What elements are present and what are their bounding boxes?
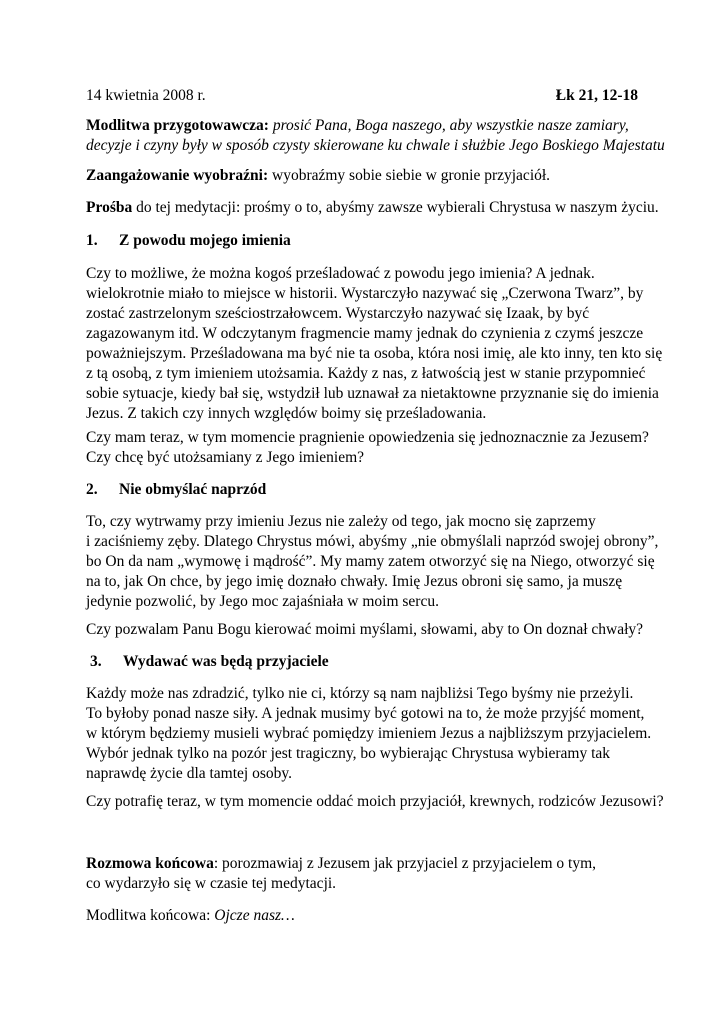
text-line: Czy potrafię teraz, w tym momencie oddać moich przyjaciół, krewnych, rodziców Jezusowi? [86, 793, 664, 810]
request-text: do tej medytacji: prośmy o to, abyśmy zawsze wybierali Chrystusa w naszym życiu. [132, 199, 659, 216]
text-line: Wybór jednak tylko na pozór jest tragiczny, bo wybierając Chrystusa wybieramy tak [86, 745, 611, 762]
closing-talk [86, 854, 596, 894]
text-line: Każdy może nas zdradzić, tylko nie ci, którzy są nam najbliżsi Tego byśmy nie przeżyli. [86, 685, 634, 702]
section-title: Nie obmyślać naprzód [119, 481, 267, 498]
prep-prayer-text-line: decyzje i czyny były w sposób czysty skierowane ku chwale i służbie Jego Boskiego Majestatu [86, 137, 665, 154]
text-line: poważniejszym. Prześladowana ma być nie ta osoba, która nosi imię, ale kto inny, ten kto się [86, 345, 663, 362]
text-line: w którym będziemy musieli wybrać pomiędzy imieniem Jezus a najbliższym przyjacielem. [86, 725, 652, 742]
section-heading [86, 480, 266, 500]
text-line: zagazowanym itd. W odczytanym fragmencie mamy jednak do czynienia z czymś jeszcze [86, 325, 644, 342]
section-paragraph [86, 264, 662, 424]
text-line: Czy to możliwe, że można kogoś prześladować z powodu jego imienia? A jednak. [86, 265, 595, 282]
imagination [86, 166, 550, 186]
section-heading [86, 231, 291, 251]
text-line: sobie sytuacje, kiedy bał się, wstydził lub uznawał za nietaktowne przyznanie się do imienia [86, 385, 659, 402]
reflection-question [86, 428, 649, 468]
text-line: i zaciśniemy zęby. Dlatego Chrystus mówi, abyśmy „nie obmyślali naprzód swojej obrony”, [86, 533, 659, 550]
imagination-text: wyobraźmy sobie siebie w gronie przyjaciół. [268, 167, 551, 184]
prep-prayer-text-line: prosić Pana, Boga naszego, aby wszystkie nasze zamiary, [268, 117, 629, 134]
closing-prayer-label: Modlitwa końcowa: [86, 907, 215, 924]
imagination-label: Zaangażowanie wyobraźni: [86, 167, 269, 184]
text-line: To byłoby ponad nasze siły. A jednak musimy być gotowi na to, że może przyjść moment, [86, 705, 645, 722]
section-paragraph [86, 512, 658, 612]
text-line: co wydarzyło się w czasie tej medytacji. [86, 875, 337, 892]
prep-prayer-label: Modlitwa przygotowawcza: [86, 117, 269, 134]
section-heading [86, 652, 329, 672]
section-title: Wydawać was będą przyjaciele [123, 653, 329, 670]
scripture-reference: Łk 21, 12-18 [555, 87, 638, 104]
section-number: 3. [90, 653, 102, 670]
section-number: 1. [86, 232, 98, 249]
section-title: Z powodu mojego imienia [119, 232, 291, 249]
section-paragraph [86, 684, 651, 784]
text-line: jedynie pozwolić, by Jego moc zajaśniała w moim sercu. [86, 593, 439, 610]
text-line: z tą osobą, z tym imieniem utożsamia. Każdy z nas, z łatwością jest w stanie przypomnieć [86, 365, 646, 382]
reflection-question [86, 792, 664, 812]
text-line: : porozmawiaj z Jezusem jak przyjaciel z przyjacielem o tym, [213, 855, 597, 872]
text-line: To, czy wytrwamy przy imieniu Jezus nie zależy od tego, jak mocno się zaprzemy [86, 513, 596, 530]
text-line: wielokrotnie miało to miejsce w historii. Wystarczyło nazywać się „Czerwona Twarz”, by [86, 285, 644, 302]
text-line: Czy pozwalam Panu Bogu kierować moimi myślami, słowami, aby to On doznał chwały? [86, 621, 644, 638]
text-line: Czy mam teraz, w tym momencie pragnienie opowiedzenia się jednoznacznie za Jezusem? [86, 429, 649, 446]
closing-prayer-text: Ojcze nasz… [214, 907, 295, 924]
request [86, 198, 659, 218]
document-header [86, 86, 638, 106]
text-line: Jezus. Z takich czy innych względów boimy się prześladowania. [86, 405, 487, 422]
date: 14 kwietnia 2008 r. [86, 87, 206, 104]
closing-talk-label: Rozmowa końcowa [86, 855, 214, 872]
text-line: na to, jak On chce, by jego imię doznało chwały. Imię Jezus obroni się samo, ja muszę [86, 573, 623, 590]
text-line: Czy chcę być utożsamiany z Jego imieniem? [86, 449, 365, 466]
text-line: naprawdę życie dla tamtej osoby. [86, 765, 293, 782]
text-line: bo On da nam „wymowę i mądrość”. My mamy zatem otworzyć się na Niego, otworzyć się [86, 553, 655, 570]
prep-prayer [86, 116, 665, 156]
closing-prayer [86, 906, 295, 926]
request-label: Prośba [86, 199, 133, 216]
reflection-question [86, 620, 643, 640]
text-line: zostać zastrzelonym sześciostrzałowcem. Wystarczyło nazywać się Izaak, by być [86, 305, 590, 322]
section-number: 2. [86, 481, 98, 498]
